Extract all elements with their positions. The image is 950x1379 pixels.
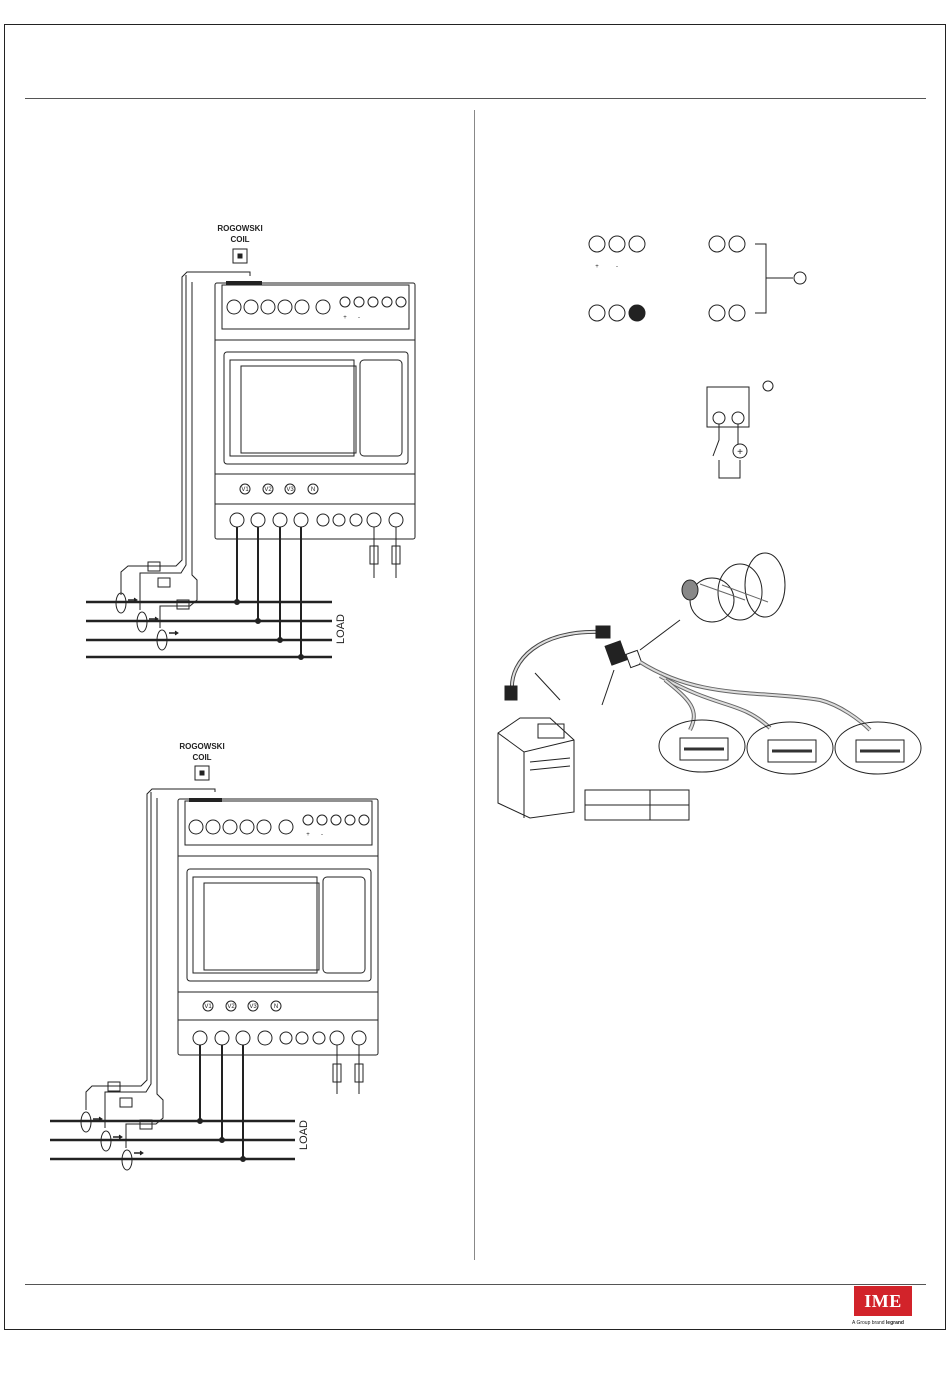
terminal-v2: V2 <box>264 487 272 493</box>
load-label-bottom: LOAD <box>298 1120 310 1150</box>
logo-tagline <box>852 1320 916 1326</box>
aux-plus: + <box>306 832 310 838</box>
aux-minus: - <box>358 315 360 321</box>
terminal-v3: V3 <box>249 1004 257 1010</box>
meter-top <box>215 283 415 539</box>
logo-tagline-text: A Group brand <box>852 1320 885 1326</box>
coil-label-line1: ROGOWSKI <box>217 224 263 233</box>
ime-logo <box>852 1286 916 1330</box>
load-label-top: LOAD <box>335 614 347 644</box>
ime-logo-mark: IME <box>854 1286 912 1316</box>
wiring-diagram-top <box>86 224 415 660</box>
aux-plus: + <box>343 315 347 321</box>
meter-bottom <box>178 799 378 1055</box>
coil-label-line1: ROGOWSKI <box>179 742 225 751</box>
aux-minus: - <box>321 832 323 838</box>
logo-parent-brand: legrand <box>885 1320 904 1326</box>
coil-label-line2: COIL <box>230 235 250 244</box>
coil-label-line2: COIL <box>192 753 212 762</box>
svg-text:+: + <box>737 447 743 458</box>
terminal-v2: V2 <box>227 1004 235 1010</box>
terminal-v1: V1 <box>241 487 249 493</box>
wiring-diagram-bottom <box>50 742 378 1170</box>
terminal-v1: V1 <box>204 1004 212 1010</box>
terminal-diagram <box>589 236 806 478</box>
terminal-n: N <box>273 1004 279 1010</box>
terminal-n: N <box>310 487 316 493</box>
polarity-plus: + <box>595 264 599 270</box>
polarity-minus: - <box>616 264 618 270</box>
terminal-v3: V3 <box>286 487 294 493</box>
product-illustration <box>498 553 921 820</box>
